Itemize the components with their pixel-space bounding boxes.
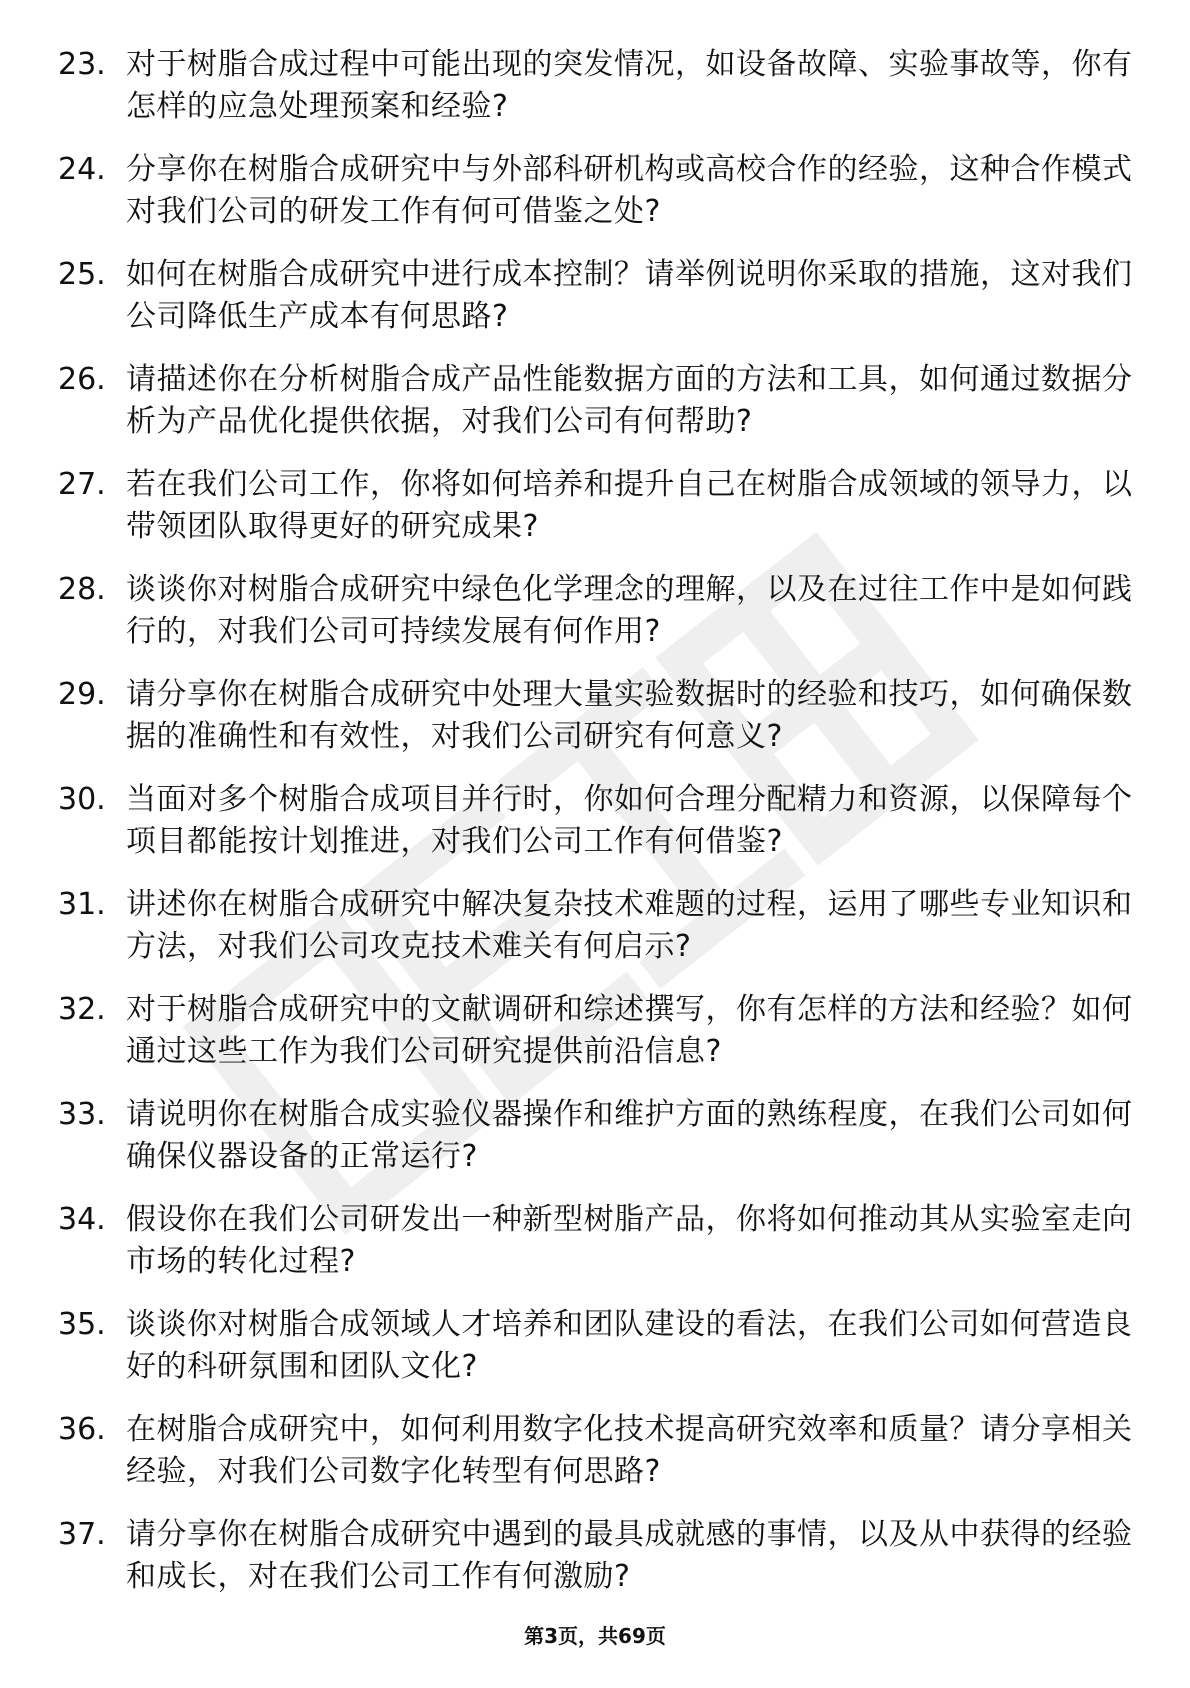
question-number: 23. xyxy=(58,47,106,82)
question-number: 33. xyxy=(58,1097,106,1132)
question-number: 32. xyxy=(58,992,106,1027)
question-text: 对于树脂合成研究中的文献调研和综述撰写，你有怎样的方法和经验？如何通过这些工作为我们公司研究提供前沿信息? xyxy=(126,992,1133,1069)
question-text: 请描述你在分析树脂合成产品性能数据方面的方法和工具，如何通过数据分析为产品优化提供依据，对我们公司有何帮助? xyxy=(126,362,1133,439)
question-item xyxy=(58,779,1138,863)
question-list xyxy=(58,44,1138,1619)
question-text: 讲述你在树脂合成研究中解决复杂技术难题的过程，运用了哪些专业知识和方法，对我们公司攻克技术难关有何启示? xyxy=(126,887,1133,964)
question-number: 28. xyxy=(58,572,106,607)
question-number: 29. xyxy=(58,677,106,712)
question-item xyxy=(58,44,1138,128)
question-text: 谈谈你对树脂合成研究中绿色化学理念的理解，以及在过往工作中是如何践行的，对我们公司可持续发展有何作用? xyxy=(126,572,1133,649)
question-text: 请说明你在树脂合成实验仪器操作和维护方面的熟练程度，在我们公司如何确保仪器设备的正常运行? xyxy=(126,1097,1133,1174)
question-item xyxy=(58,989,1138,1073)
question-item xyxy=(58,1304,1138,1388)
page-number-footer: 第3页，共69页 xyxy=(524,1624,666,1648)
question-number: 37. xyxy=(58,1517,106,1552)
question-item xyxy=(58,674,1138,758)
question-number: 26. xyxy=(58,362,106,397)
question-item xyxy=(58,464,1138,548)
question-number: 30. xyxy=(58,782,106,817)
question-text: 在树脂合成研究中，如何利用数字化技术提高研究效率和质量？请分享相关经验，对我们公司数字化转型有何思路? xyxy=(126,1412,1133,1489)
question-text: 假设你在我们公司研发出一种新型树脂产品，你将如何推动其从实验室走向市场的转化过程? xyxy=(126,1202,1133,1279)
question-number: 27. xyxy=(58,467,106,502)
question-number: 25. xyxy=(58,257,106,292)
question-item xyxy=(58,359,1138,443)
question-text: 请分享你在树脂合成研究中遇到的最具成就感的事情，以及从中获得的经验和成长，对在我们公司工作有何激励? xyxy=(126,1517,1133,1594)
question-number: 36. xyxy=(58,1412,106,1447)
question-number: 35. xyxy=(58,1307,106,1342)
question-item xyxy=(58,1199,1138,1283)
question-text: 分享你在树脂合成研究中与外部科研机构或高校合作的经验，这种合作模式对我们公司的研发工作有何可借鉴之处? xyxy=(126,152,1133,229)
question-number: 31. xyxy=(58,887,106,922)
question-number: 34. xyxy=(58,1202,106,1237)
question-text: 对于树脂合成过程中可能出现的突发情况，如设备故障、实验事故等，你有怎样的应急处理预案和经验? xyxy=(126,47,1133,124)
question-text: 谈谈你对树脂合成领域人才培养和团队建设的看法，在我们公司如何营造良好的科研氛围和团队文化? xyxy=(126,1307,1133,1384)
question-item xyxy=(58,1094,1138,1178)
question-item xyxy=(58,884,1138,968)
question-number: 24. xyxy=(58,152,106,187)
question-item xyxy=(58,254,1138,338)
question-text: 如何在树脂合成研究中进行成本控制？请举例说明你采取的措施，这对我们公司降低生产成本有何思路? xyxy=(126,257,1133,334)
question-item xyxy=(58,569,1138,653)
question-text: 若在我们公司工作，你将如何培养和提升自己在树脂合成领域的领导力，以带领团队取得更好的研究成果? xyxy=(126,467,1133,544)
question-item xyxy=(58,149,1138,233)
question-text: 当面对多个树脂合成项目并行时，你如何合理分配精力和资源，以保障每个项目都能按计划推进，对我们公司工作有何借鉴? xyxy=(126,782,1133,859)
question-item xyxy=(58,1514,1138,1598)
question-item xyxy=(58,1409,1138,1493)
question-text: 请分享你在树脂合成研究中处理大量实验数据时的经验和技巧，如何确保数据的准确性和有效性，对我们公司研究有何意义? xyxy=(126,677,1133,754)
